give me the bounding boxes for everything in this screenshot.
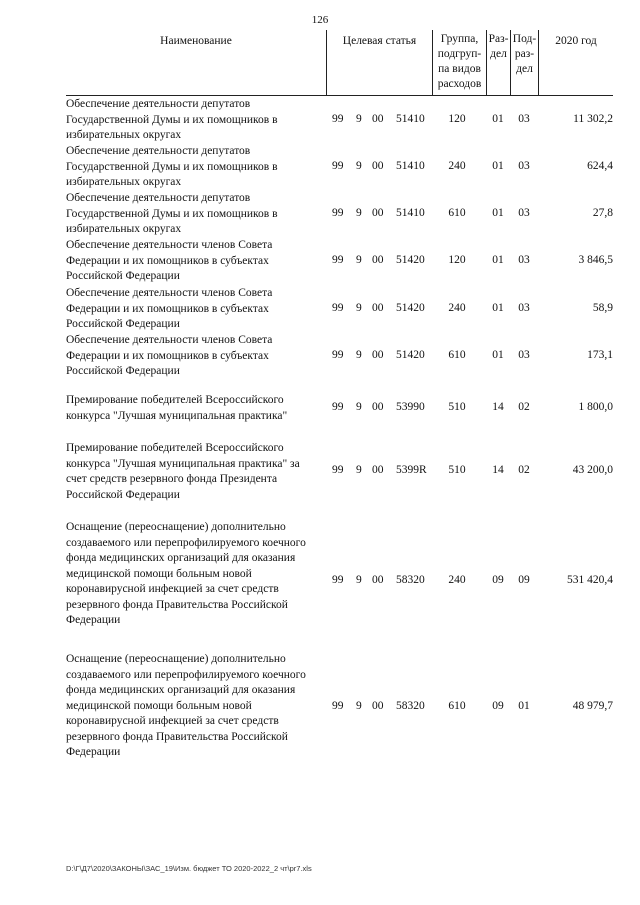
table-row bbox=[66, 333, 613, 380]
expense-group: 120 bbox=[448, 254, 466, 266]
target-code-3: 00 bbox=[372, 302, 384, 314]
table-row bbox=[66, 520, 613, 632]
target-code-3: 00 bbox=[372, 207, 384, 219]
section-code: 01 bbox=[492, 113, 504, 125]
row-name: Обеспечение деятельности членов Совета Федерации и их помощников в субъектах Российской Федерации bbox=[66, 334, 273, 377]
target-code-1: 99 bbox=[332, 349, 344, 361]
target-code-4: 5399R bbox=[396, 464, 427, 476]
target-code-3: 00 bbox=[372, 464, 384, 476]
target-code-4: 58320 bbox=[396, 574, 425, 586]
target-code-1: 99 bbox=[332, 574, 344, 586]
header-group-line-4: расходов bbox=[437, 78, 482, 90]
target-code-2: 9 bbox=[356, 160, 362, 172]
target-code-3: 00 bbox=[372, 160, 384, 172]
target-code-2: 9 bbox=[356, 464, 362, 476]
row-name: Премирование победителей Всероссийского конкурса "Лучшая муниципальная практика" за счет средств резервного фонда Президента Российской Федерации bbox=[66, 442, 300, 501]
section-code: 14 bbox=[492, 401, 504, 413]
expense-group: 510 bbox=[448, 401, 466, 413]
target-code-1: 99 bbox=[332, 113, 344, 125]
section-code: 01 bbox=[492, 349, 504, 361]
expense-group: 240 bbox=[448, 160, 466, 172]
target-code-3: 00 bbox=[372, 349, 384, 361]
amount: 48 979,7 bbox=[572, 700, 613, 712]
expense-group: 240 bbox=[448, 302, 466, 314]
header-razdel-line-2: дел bbox=[490, 48, 507, 60]
amount: 624,4 bbox=[587, 160, 613, 172]
expense-group: 610 bbox=[448, 207, 466, 219]
header-group-line-3: па видов bbox=[438, 63, 481, 75]
header-podrazdel-line-2: раз- bbox=[514, 48, 535, 60]
file-path-footer: D:\Г\Д7\2020\ЗАКОНЫ\ЗАС_19\Изм. бюджет ТО 2020-2022_2 чт\pr7.xls bbox=[66, 864, 312, 873]
target-code-1: 99 bbox=[332, 302, 344, 314]
expense-group: 510 bbox=[448, 464, 466, 476]
header-year: 2020 год bbox=[538, 30, 613, 96]
target-code-3: 00 bbox=[372, 700, 384, 712]
table-row bbox=[66, 393, 613, 433]
row-name: Обеспечение деятельности депутатов Государственной Думы и их помощников в избирательных округах bbox=[66, 192, 278, 235]
expense-group: 120 bbox=[448, 113, 466, 125]
header-podrazdel-line-3: дел bbox=[516, 63, 533, 75]
target-code-4: 51410 bbox=[396, 207, 425, 219]
expense-group: 240 bbox=[448, 574, 466, 586]
row-name: Обеспечение деятельности членов Совета Федерации и их помощников в субъектах Российской Федерации bbox=[66, 239, 273, 282]
subsection-code: 03 bbox=[518, 302, 530, 314]
target-code-2: 9 bbox=[356, 574, 362, 586]
target-code-1: 99 bbox=[332, 160, 344, 172]
subsection-code: 03 bbox=[518, 113, 530, 125]
target-code-1: 99 bbox=[332, 254, 344, 266]
header-target-article: Целевая статья bbox=[326, 30, 432, 96]
row-name: Оснащение (переоснащение) дополнительно создаваемого или перепрофилируемого коечного фонда медицинских организаций для оказания медицинской помощи больным новой коронавирусной инфекцией за счет средств резервного фонда Правительства Российской Федерации bbox=[66, 521, 306, 626]
section-code: 14 bbox=[492, 464, 504, 476]
target-code-2: 9 bbox=[356, 254, 362, 266]
header-razdel-line-1: Раз- bbox=[488, 33, 509, 45]
target-code-2: 9 bbox=[356, 302, 362, 314]
table-row bbox=[66, 441, 613, 505]
table-row bbox=[66, 191, 613, 238]
amount: 3 846,5 bbox=[578, 254, 613, 266]
header-section bbox=[486, 30, 510, 96]
table-row bbox=[66, 286, 613, 333]
header-subsection bbox=[510, 30, 538, 96]
table-row bbox=[66, 652, 613, 764]
table-row bbox=[66, 144, 613, 191]
amount: 43 200,0 bbox=[572, 464, 613, 476]
section-code: 01 bbox=[492, 207, 504, 219]
target-code-3: 00 bbox=[372, 254, 384, 266]
expense-group: 610 bbox=[448, 700, 466, 712]
subsection-code: 02 bbox=[518, 401, 530, 413]
header-podrazdel-line-1: Под- bbox=[512, 33, 537, 45]
row-name: Премирование победителей Всероссийского конкурса "Лучшая муниципальная практика" bbox=[66, 394, 288, 422]
table-header bbox=[66, 30, 613, 96]
row-name: Обеспечение деятельности депутатов Государственной Думы и их помощников в избирательных округах bbox=[66, 98, 278, 141]
row-name: Обеспечение деятельности членов Совета Федерации и их помощников в субъектах Российской Федерации bbox=[66, 287, 273, 330]
target-code-4: 58320 bbox=[396, 700, 425, 712]
subsection-code: 03 bbox=[518, 160, 530, 172]
subsection-code: 03 bbox=[518, 254, 530, 266]
target-code-4: 51420 bbox=[396, 302, 425, 314]
section-code: 09 bbox=[492, 574, 504, 586]
section-code: 09 bbox=[492, 700, 504, 712]
section-code: 01 bbox=[492, 160, 504, 172]
target-code-3: 00 bbox=[372, 113, 384, 125]
target-code-2: 9 bbox=[356, 349, 362, 361]
page-number: 126 bbox=[311, 14, 329, 26]
amount: 173,1 bbox=[587, 349, 613, 361]
subsection-code: 03 bbox=[518, 349, 530, 361]
target-code-1: 99 bbox=[332, 700, 344, 712]
target-code-4: 53990 bbox=[396, 401, 425, 413]
amount: 531 420,4 bbox=[567, 574, 613, 586]
header-name: Наименование bbox=[66, 30, 326, 96]
target-code-4: 51420 bbox=[396, 349, 425, 361]
subsection-code: 01 bbox=[518, 700, 530, 712]
target-code-2: 9 bbox=[356, 401, 362, 413]
subsection-code: 03 bbox=[518, 207, 530, 219]
target-code-2: 9 bbox=[356, 207, 362, 219]
subsection-code: 09 bbox=[518, 574, 530, 586]
section-code: 01 bbox=[492, 302, 504, 314]
amount: 27,8 bbox=[592, 207, 613, 219]
target-code-4: 51410 bbox=[396, 113, 425, 125]
target-code-4: 51420 bbox=[396, 254, 425, 266]
amount: 1 800,0 bbox=[578, 401, 613, 413]
header-group-line-1: Группа, bbox=[440, 33, 479, 45]
target-code-1: 99 bbox=[332, 401, 344, 413]
expense-group: 610 bbox=[448, 349, 466, 361]
section-code: 01 bbox=[492, 254, 504, 266]
target-code-2: 9 bbox=[356, 700, 362, 712]
amount: 11 302,2 bbox=[573, 113, 613, 125]
target-code-4: 51410 bbox=[396, 160, 425, 172]
row-name: Обеспечение деятельности депутатов Государственной Думы и их помощников в избирательных округах bbox=[66, 145, 278, 188]
target-code-1: 99 bbox=[332, 464, 344, 476]
header-expense-group bbox=[432, 30, 486, 96]
row-name: Оснащение (переоснащение) дополнительно создаваемого или перепрофилируемого коечного фонда медицинских организаций для оказания медицинской помощи больным новой коронавирусной инфекцией за счет средств резервного фонда Правительства Российской Федерации bbox=[66, 653, 306, 758]
target-code-2: 9 bbox=[356, 113, 362, 125]
target-code-3: 00 bbox=[372, 574, 384, 586]
target-code-3: 00 bbox=[372, 401, 384, 413]
amount: 58,9 bbox=[592, 302, 613, 314]
header-group-line-2: подгруп- bbox=[437, 48, 482, 60]
target-code-1: 99 bbox=[332, 207, 344, 219]
subsection-code: 02 bbox=[518, 464, 530, 476]
table-row bbox=[66, 238, 613, 285]
table-row bbox=[66, 97, 613, 144]
